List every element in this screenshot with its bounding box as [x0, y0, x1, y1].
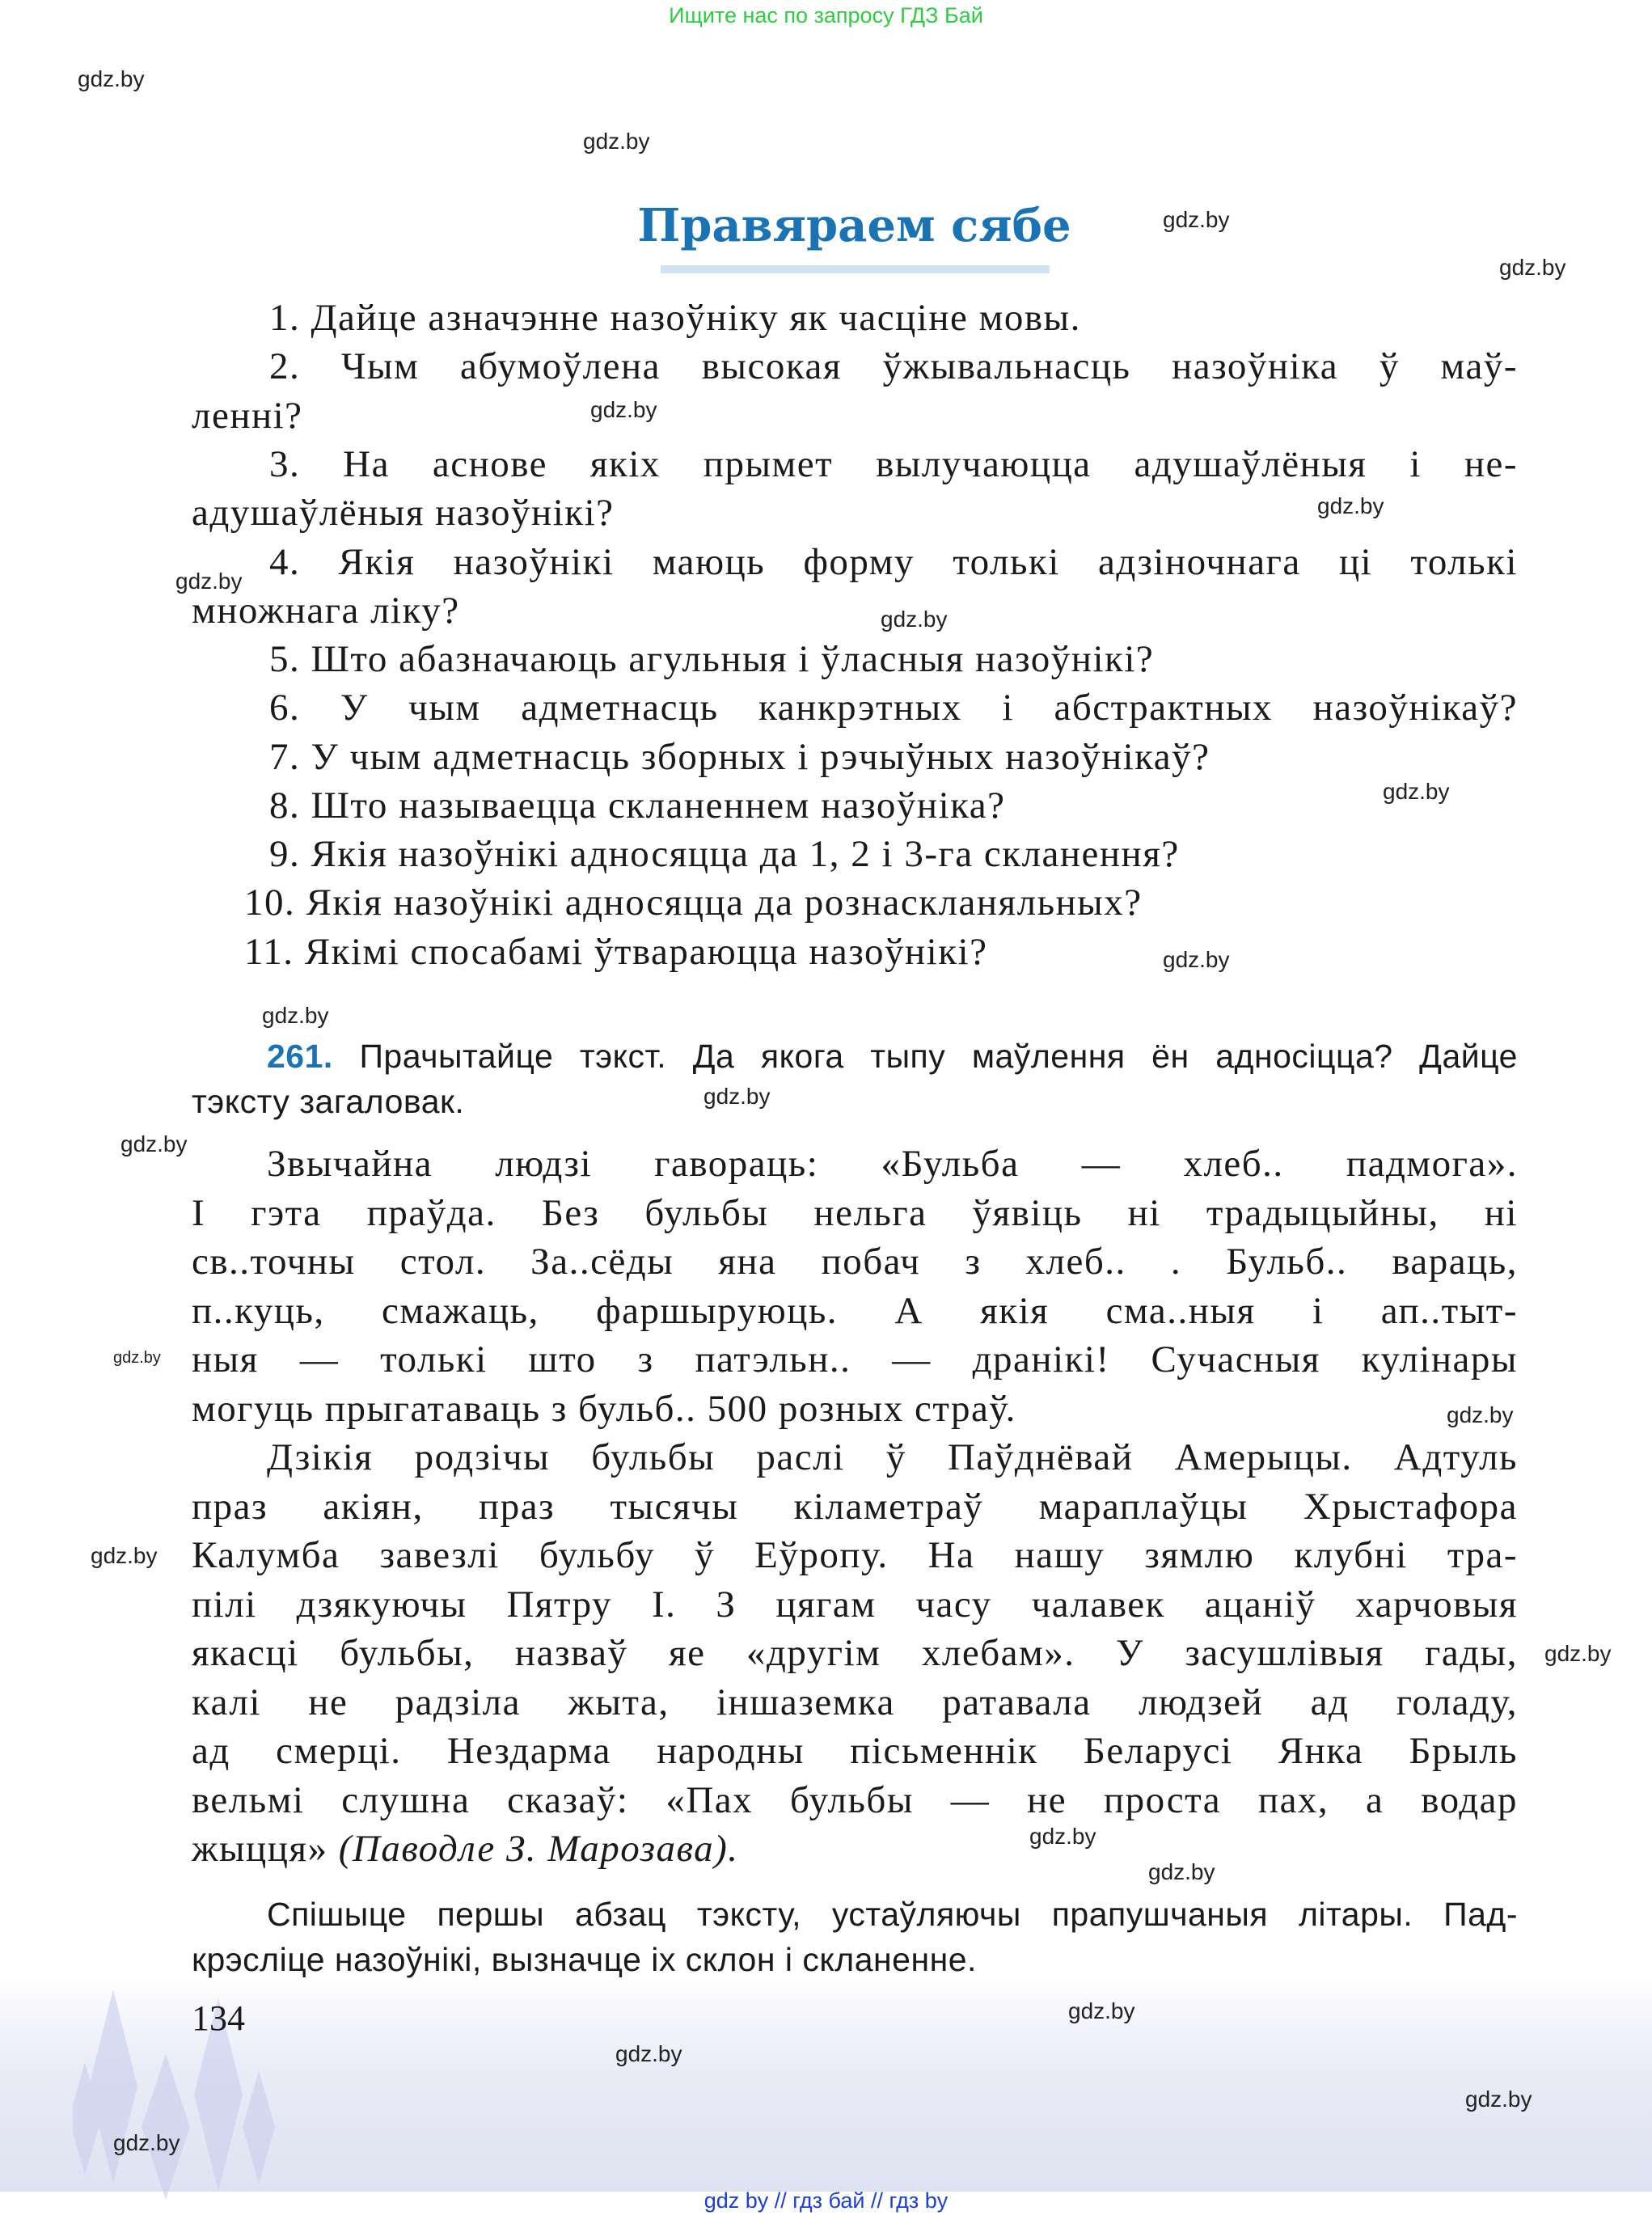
watermark: gdz.by [881, 607, 948, 632]
text-line-end: жыцця» [192, 1828, 328, 1870]
watermark: gdz.by [1163, 947, 1230, 972]
text-line: Дзікія родзічы бульбы раслі ў Паўднёвай Амерыцы. Адтуль [267, 1436, 1518, 1478]
title-underline [661, 265, 1050, 273]
text-line: якасці бульбы, назваў яе «другім хлебам». У засушлівыя гады, [192, 1632, 1518, 1674]
exercise-task [267, 1033, 1518, 1080]
watermark: gdz.by [1544, 1641, 1612, 1666]
text-line: ныя — толькі што з патэльн.. — дранікі! Сучасныя кулінары [192, 1338, 1518, 1380]
watermark: gdz.by [1465, 2087, 1532, 2112]
watermark: gdz.by [113, 1349, 161, 1367]
question-line: 5. Што абазначаюць агульныя і ўласныя назоўнікі? [269, 638, 1155, 680]
text-line: Калумба завезлі бульбу ў Еўропу. На нашу зямлю клубні тра- [192, 1534, 1518, 1576]
question-line: 8. Што называецца скланеннем назоўніка? [269, 784, 1006, 827]
text-line: ад смерці. Нездарма народны пісьменнік Беларусі Янка Брыль [192, 1730, 1518, 1772]
text-line: п..куць, смажаць, фаршыруюць. А якія сма..ныя і ап..тыт- [192, 1290, 1518, 1332]
watermark: gdz.by [1499, 255, 1566, 280]
watermark: gdz.by [1068, 1998, 1135, 2023]
instruction-line: крэсліце назоўнікі, вызначце іх склон і скланенне. [192, 1941, 977, 1978]
watermark: gdz.by [113, 2130, 180, 2155]
watermark: gdz.by [1163, 207, 1230, 232]
watermark: gdz.by [1383, 779, 1450, 804]
watermark: gdz.by [1317, 493, 1384, 518]
watermark: gdz.by [120, 1131, 188, 1156]
question-line: множнага ліку? [192, 590, 460, 632]
exercise-task: тэксту загаловак. [192, 1083, 465, 1120]
footer-links[interactable]: gdz by // гдз бай // гдз by [703, 2188, 949, 2213]
watermark: gdz.by [615, 2041, 682, 2066]
watermark: gdz.by [1447, 1402, 1514, 1427]
question-line: ленні? [192, 395, 303, 437]
question-line: 4. Якія назоўнікі маюць форму толькі адзіночнага ці толькі [269, 541, 1518, 583]
text-line: могуць прыгатаваць з бульб.. 500 розных страў. [192, 1388, 1016, 1430]
text-line: І гэта праўда. Без бульбы нельга ўявіць ні традыцыйны, ні [192, 1192, 1518, 1234]
text-line: праз акіян, праз тысячы кіламетраў мараплаўцы Хрыстафора [192, 1486, 1518, 1528]
watermark: gdz.by [91, 1543, 158, 1568]
text-line: пілі дзякуючы Пятру І. З цягам часу чалавек ацаніў харчовыя [192, 1583, 1518, 1626]
watermark: gdz.by [1148, 1859, 1215, 1884]
question-line: 7. У чым адметнасць зборных і рэчыўных назоўнікаў? [269, 736, 1210, 778]
text-line [192, 1825, 1518, 1872]
watermark: gdz.by [175, 569, 243, 594]
text-line: Звычайна людзі гавораць: «Бульба — хлеб.. падмога». [267, 1143, 1518, 1185]
watermark: gdz.by [78, 66, 145, 91]
decorative-diamonds-icon [73, 1989, 283, 2200]
question-line: 3. На аснове якіх прымет вылучаюцца адушаўлёныя і не- [269, 443, 1518, 485]
question-line: 2. Чым абумоўлена высокая ўжывальнасць назоўніка ў маў- [269, 345, 1518, 387]
question-line: 10. Якія назоўнікі адносяцца да рознаскланяльных? [244, 882, 1143, 924]
text-line: калі не радзіла жыта, іншаземка ратавала людзей ад голаду, [192, 1681, 1518, 1723]
source-attribution: (Паводле З. Марозава). [338, 1828, 739, 1870]
instruction-line: Спішыце першы абзац тэксту, устаўляючы прапушчаныя літары. Пад- [267, 1896, 1518, 1933]
watermark: gdz.by [583, 129, 650, 154]
question-line: адушаўлёныя назоўнікі? [192, 492, 615, 534]
text-line: св..точны стол. За..сёды яна побач з хлеб.. . Бульб.. вараць, [192, 1241, 1518, 1283]
page-number: 134 [192, 1998, 245, 2038]
watermark: gdz.by [590, 397, 657, 422]
exercise-number: 261. [267, 1038, 333, 1075]
watermark: gdz.by [1029, 1824, 1096, 1849]
question-line: 1. Дайце азначэнне назоўніку як часціне мовы. [269, 297, 1081, 339]
top-search-note: Ищите нас по запросу ГДЗ Бай [669, 3, 983, 27]
question-line: 9. Якія назоўнікі адносяцца да 1, 2 і 3-га скланення? [269, 833, 1180, 875]
text-line: вельмі слушна сказаў: «Пах бульбы — не проста пах, а водар [192, 1779, 1518, 1821]
question-line: 6. У чым адметнасць канкрэтных і абстрактных назоўнікаў? [269, 687, 1518, 729]
watermark: gdz.by [262, 1003, 329, 1028]
exercise-task-text: Прачытайце тэкст. Да якога тыпу маўлення ён адносіцца? Дайце [359, 1038, 1518, 1075]
watermark: gdz.by [703, 1084, 771, 1109]
section-title: Правяраем сябе [637, 199, 1071, 252]
question-line: 11. Якімі спосабамі ўтвараюцца назоўнікі? [244, 931, 988, 973]
